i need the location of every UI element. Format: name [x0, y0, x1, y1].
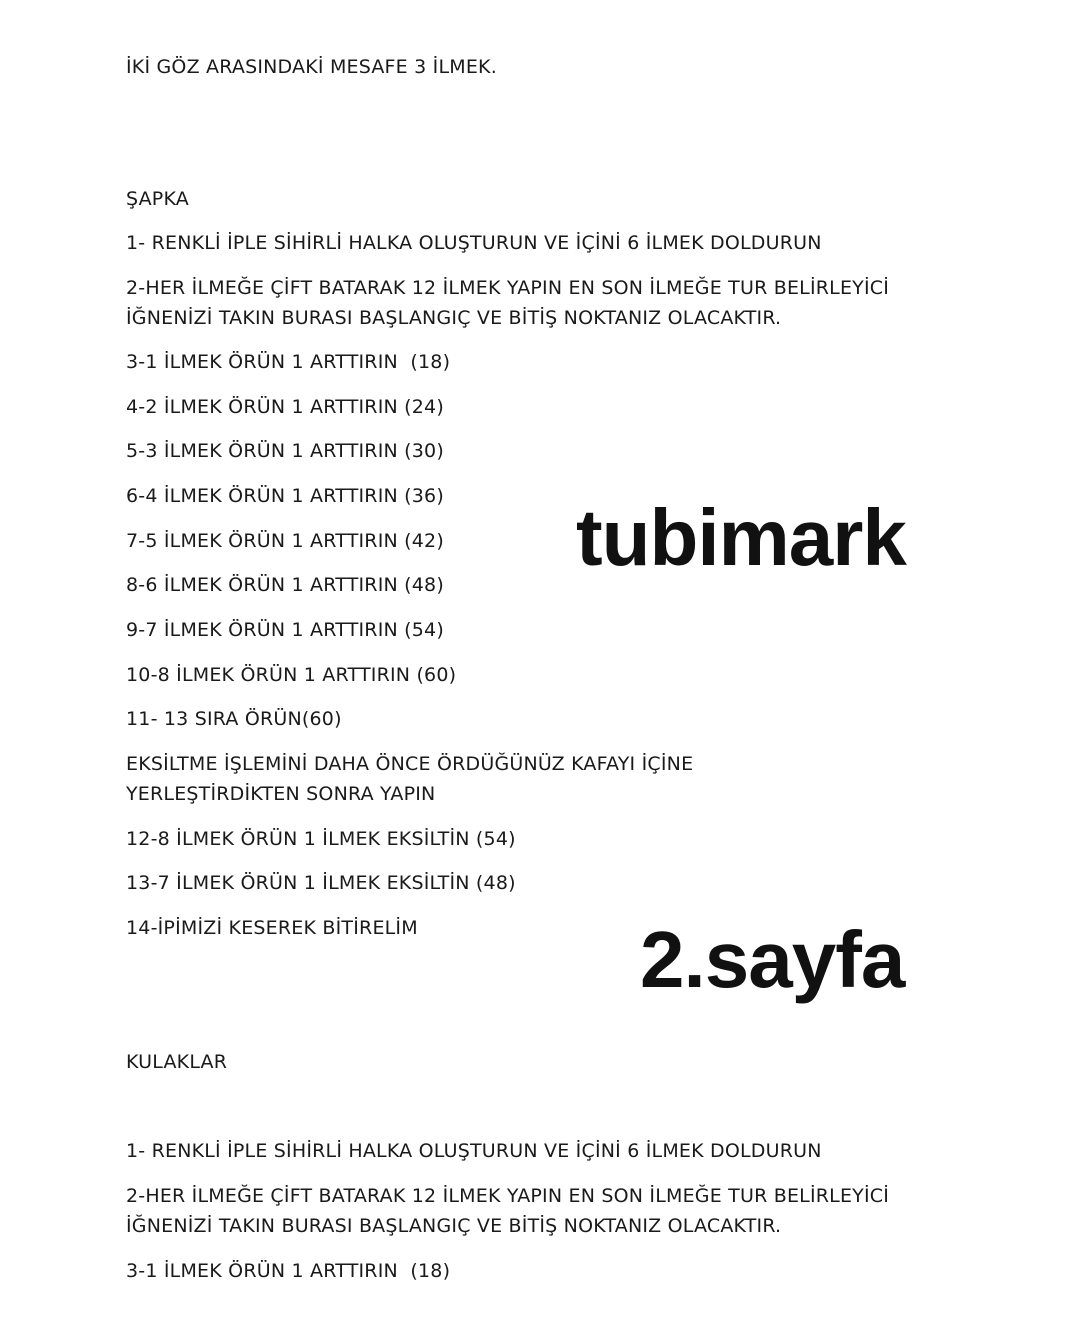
hat-step-2-line-2: İĞNENİZİ TAKIN BURASI BAŞLANGIÇ VE BİTİŞ NOKTANIZ OLACAKTIR.: [126, 307, 782, 329]
eye-distance-note: İKİ GÖZ ARASINDAKİ MESAFE 3 İLMEK.: [126, 56, 497, 78]
ears-step-1: 1- RENKLİ İPLE SİHİRLİ HALKA OLUŞTURUN VE İÇİNİ 6 İLMEK DOLDURUN: [126, 1140, 822, 1162]
hat-step-1: 1- RENKLİ İPLE SİHİRLİ HALKA OLUŞTURUN VE İÇİNİ 6 İLMEK DOLDURUN: [126, 232, 822, 254]
hat-step-13: 13-7 İLMEK ÖRÜN 1 İLMEK EKSİLTİN (48): [126, 872, 516, 894]
section-heading-hat: ŞAPKA: [126, 188, 189, 210]
page-number-label: 2.sayfa: [640, 915, 905, 1004]
hat-step-8: 8-6 İLMEK ÖRÜN 1 ARTTIRIN (48): [126, 574, 444, 596]
hat-step-12: 12-8 İLMEK ÖRÜN 1 İLMEK EKSİLTİN (54): [126, 828, 516, 850]
hat-step-10: 10-8 İLMEK ÖRÜN 1 ARTTIRIN (60): [126, 664, 457, 686]
decrease-note-line-2: YERLEŞTİRDİKTEN SONRA YAPIN: [126, 783, 436, 805]
hat-step-2-line-1: 2-HER İLMEĞE ÇİFT BATARAK 12 İLMEK YAPIN EN SON İLMEĞE TUR BELİRLEYİCİ: [126, 277, 890, 299]
ears-step-2-line-1: 2-HER İLMEĞE ÇİFT BATARAK 12 İLMEK YAPIN EN SON İLMEĞE TUR BELİRLEYİCİ: [126, 1185, 890, 1207]
decrease-note-line-1: EKSİLTME İŞLEMİNİ DAHA ÖNCE ÖRDÜĞÜNÜZ KAFAYI İÇİNE: [126, 753, 694, 775]
hat-step-7: 7-5 İLMEK ÖRÜN 1 ARTTIRIN (42): [126, 530, 444, 552]
hat-step-6: 6-4 İLMEK ÖRÜN 1 ARTTIRIN (36): [126, 485, 444, 507]
section-heading-ears: KULAKLAR: [126, 1051, 228, 1073]
hat-step-9: 9-7 İLMEK ÖRÜN 1 ARTTIRIN (54): [126, 619, 444, 641]
ears-step-2-line-2: İĞNENİZİ TAKIN BURASI BAŞLANGIÇ VE BİTİŞ NOKTANIZ OLACAKTIR.: [126, 1215, 782, 1237]
hat-step-14: 14-İPİMİZİ KESEREK BİTİRELİM: [126, 917, 418, 939]
hat-step-5: 5-3 İLMEK ÖRÜN 1 ARTTIRIN (30): [126, 440, 444, 462]
hat-step-11: 11- 13 SIRA ÖRÜN(60): [126, 708, 342, 730]
hat-step-4: 4-2 İLMEK ÖRÜN 1 ARTTIRIN (24): [126, 396, 444, 418]
hat-step-3: 3-1 İLMEK ÖRÜN 1 ARTTIRIN (18): [126, 351, 451, 373]
ears-step-3: 3-1 İLMEK ÖRÜN 1 ARTTIRIN (18): [126, 1260, 451, 1282]
brand-watermark: tubimark: [576, 493, 906, 582]
